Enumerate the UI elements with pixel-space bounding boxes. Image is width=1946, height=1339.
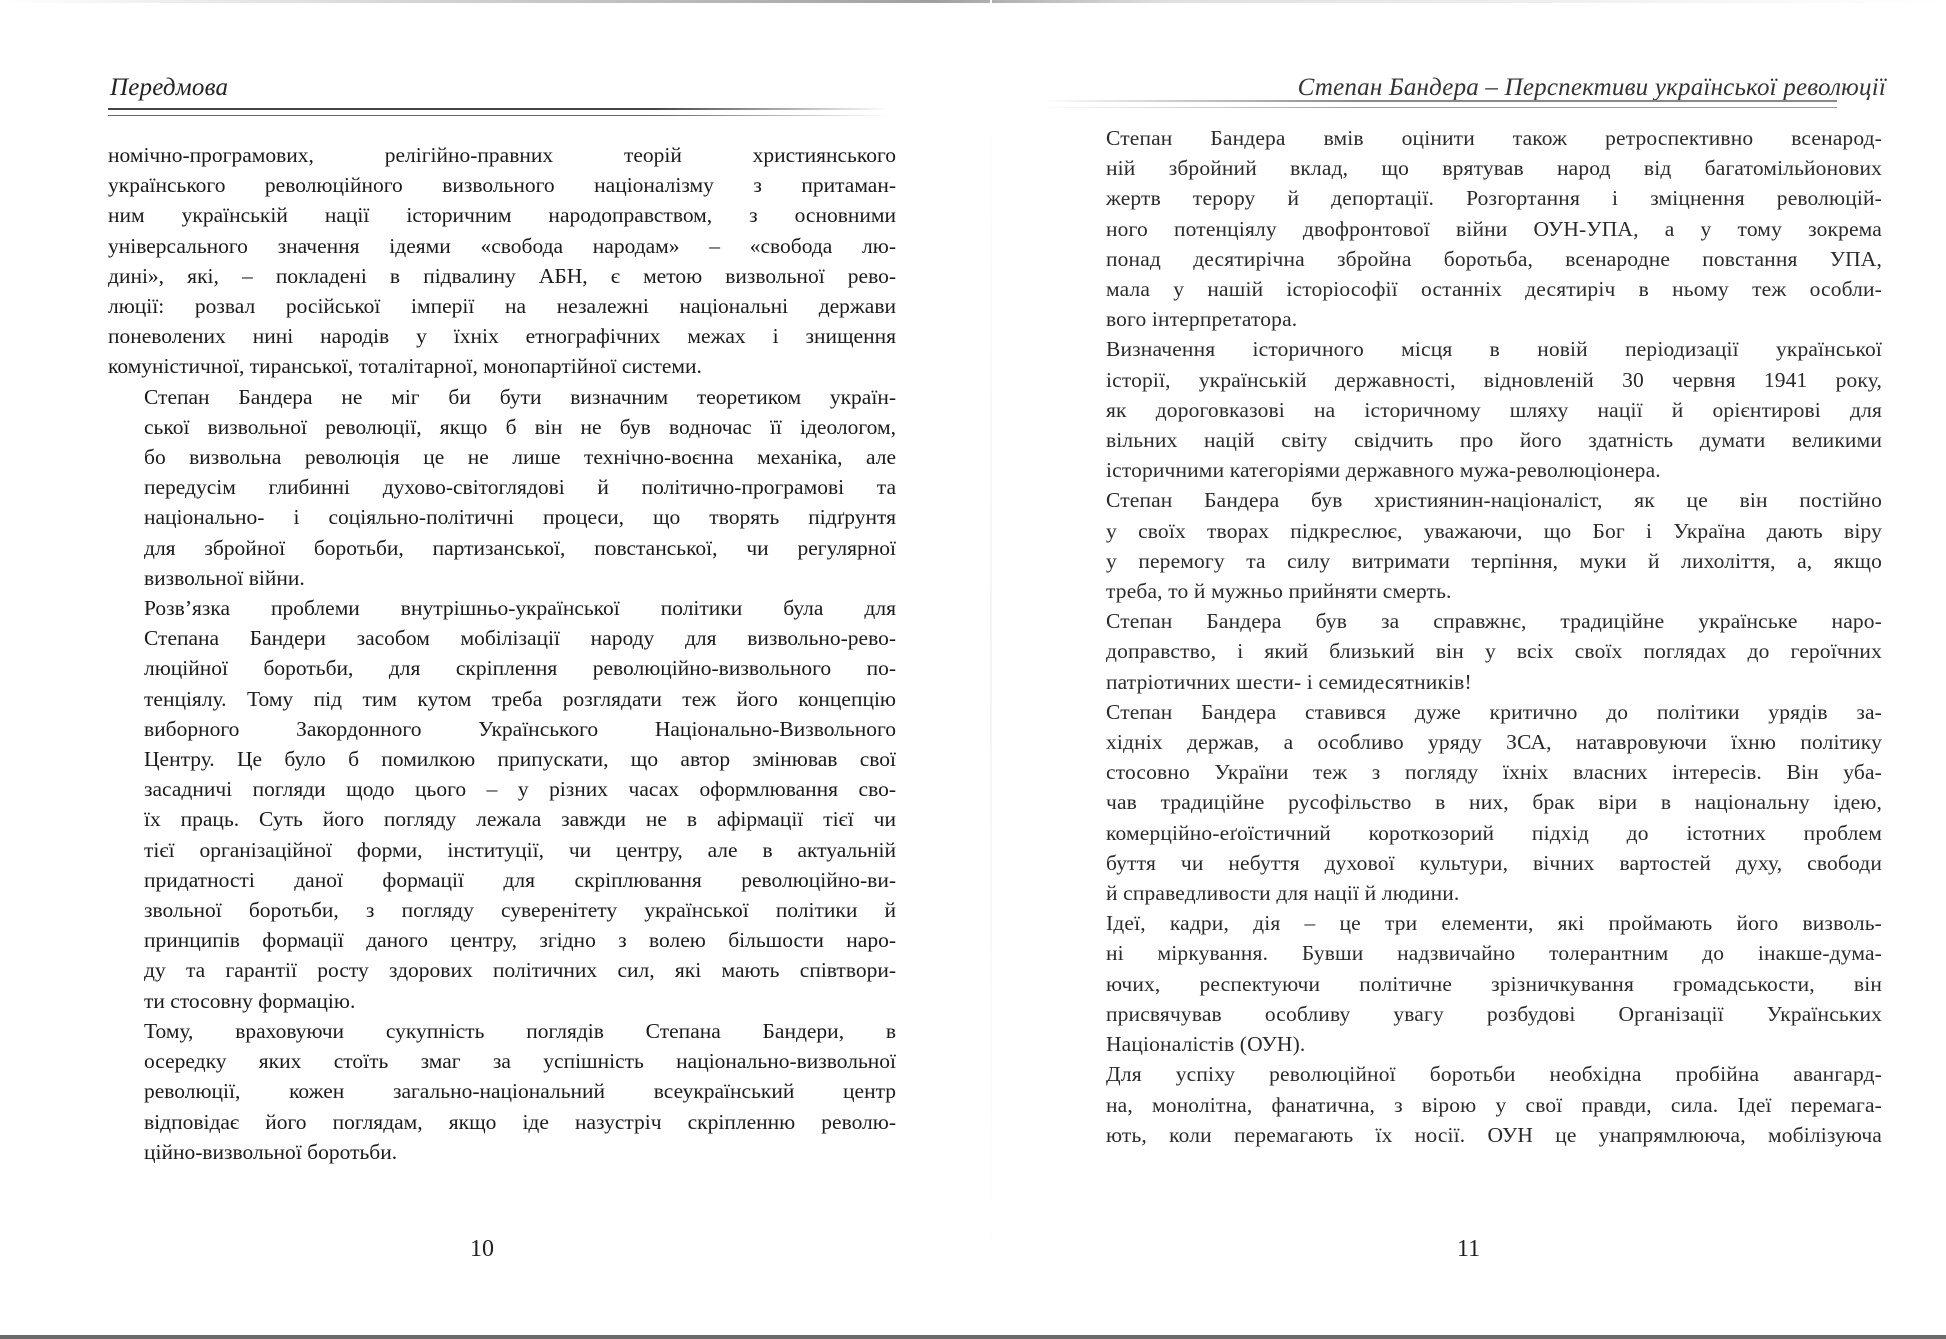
text-line: ні міркування. Бувши надзвичайно толерантним до інакше-дума- [1106, 941, 1882, 966]
text-line: люції: розвал російської імперії на незалежні національні держави [108, 294, 896, 319]
paragraph [108, 1016, 896, 1167]
text-line: Степана Бандери засобом мобілізації народу для визвольно-рево- [144, 626, 896, 651]
text-line: універсального значення ідеями «свобода народам» – «свобода лю- [108, 233, 896, 258]
body-text [108, 140, 896, 1167]
text-line: стосовно України теж з погляду їхніх власних інтересів. Він уба- [1106, 760, 1882, 785]
text-line: Степан Бандера був за справжнє, традиційне українське наро- [1106, 609, 1882, 634]
text-line: відповідає його поглядам, якщо іде назустріч скріпленню револю- [144, 1109, 896, 1134]
text-line: Степан Бандера не міг би бути визначним теоретиком україн- [144, 384, 896, 409]
text-line: дині», які, – покладені в підвалину АБН, є метою визвольної рево- [108, 263, 896, 288]
text-line: виборного Закордонного Українського Національно-Визвольного [144, 716, 896, 741]
text-line: треба, то й мужньо прийняти смерть. [1106, 579, 1452, 604]
text-line: Тому, враховуючи сукупність поглядів Степана Бандери, в [144, 1018, 896, 1043]
text-line: Розв’язка проблеми внутрішньо-української політики була для [144, 596, 896, 621]
header-rule [1042, 100, 1837, 108]
text-line: у перемогу та силу витримати терпіння, муки й лихоліття, а, якщо [1106, 548, 1882, 573]
paragraph [1070, 908, 1882, 1059]
text-line: ційно-визвольної боротьби. [144, 1139, 398, 1164]
text-line: доправство, і який близький він у всіх своїх поглядах до героїчних [1106, 639, 1882, 664]
text-line: Степан Бандера ставився дуже критично до політики урядів за- [1106, 699, 1882, 724]
text-line: жертв терору й депортації. Розгортання і зміцнення революцій- [1106, 186, 1882, 211]
page-number: 11 [1457, 1236, 1481, 1262]
text-line: передусім глибинні духово-світоглядові й політично-програмові та [144, 475, 896, 500]
running-head: Передмова [110, 74, 229, 101]
text-line: комуністичної, тиранської, тоталітарної, монопартійної системи. [108, 354, 702, 379]
text-line: історичними категоріями державного мужа-революціонера. [1106, 458, 1661, 483]
paragraph [1070, 123, 1882, 334]
text-line: історії, українській державності, відновленій 30 червня 1941 року, [1106, 367, 1882, 392]
text-line: буття чи небуття духової культури, вічних вартостей духу, свободи [1106, 850, 1882, 875]
text-line: принципів формації даного центру, згідно з волею більшости наро- [144, 928, 896, 953]
paragraph [1070, 606, 1882, 697]
scan-bottom-edge [0, 1335, 1946, 1339]
paragraph [108, 593, 896, 1016]
text-line: ним українській нації історичним народоправством, з основними [108, 203, 896, 228]
text-line: ють, коли перемагають їх носії. ОУН це унапрямлююча, мобілізуюча [1106, 1122, 1882, 1147]
text-line: мала у нашій історіософії останніх десятиріч в ньому теж особли- [1106, 277, 1882, 302]
text-line: Націоналістів (ОУН). [1106, 1032, 1306, 1057]
text-line: Степан Бандера вмів оцінити також ретроспективно всенарод- [1106, 126, 1882, 150]
text-line: звольної боротьби, з погляду суверенітету української політики й [144, 898, 896, 923]
text-line: тієї організаційної форми, інституції, чи центру, але в актуальній [144, 837, 896, 862]
text-line: Степан Бандера був християнин-націоналіст, як це він постійно [1106, 488, 1882, 513]
text-line: у своїх творах підкреслює, уважаючи, що Бог і Україна дають віру [1106, 518, 1882, 543]
paragraph [1070, 485, 1882, 606]
right-page [992, 0, 1946, 1339]
text-line: понад десятирічна збройна боротьба, всенародне повстання УПА, [1106, 246, 1882, 271]
page-number: 10 [470, 1236, 494, 1262]
text-line: поневолених нині народів у їхніх етнографічних межах і знищення [108, 324, 896, 349]
text-line: Для успіху революційної боротьби необхідна пробійна авангард- [1106, 1062, 1882, 1087]
paragraph [108, 140, 896, 382]
text-line: присвячував особливу увагу розбудові Організації Українських [1106, 1001, 1882, 1026]
text-line: Центру. Це було б помилкою припускати, що автор змінював свої [144, 747, 896, 772]
text-line: вільних націй світу свідчить про його здатність думати великими [1106, 428, 1882, 453]
text-line: ній збройний вклад, що врятував народ від багатомільйонових [1106, 156, 1882, 181]
text-line: чав традиційне русофільство в них, брак віри в національну ідею, [1106, 790, 1882, 815]
text-line: й справедливости для нації й людини. [1106, 881, 1460, 906]
text-line: як дороговказові на історичному шляху нації й орієнтирові для [1106, 397, 1882, 422]
text-line: революції, кожен загально-національний всеукраїнський центр [144, 1079, 896, 1104]
paragraph [1070, 334, 1882, 485]
text-line: осередку яких стоїть змаг за успішність національно-визвольної [144, 1049, 896, 1074]
text-line: хідніх держав, а особливо уряду ЗСА, натавровуючи їхню політику [1106, 730, 1882, 755]
text-line: тенціялу. Тому під тим кутом треба розглядати теж його концепцію [144, 686, 896, 711]
text-line: ської визвольної революції, якщо б він не був водночас її ідеологом, [144, 414, 896, 439]
text-line: ючих, респектуючи політичне зрізничкування громадськости, він [1106, 971, 1882, 996]
text-line: патріотичних шести- і семидесятників! [1106, 669, 1472, 694]
header-rule [108, 108, 888, 116]
text-line: Визначення історичного місця в новій періодизації української [1106, 337, 1882, 362]
text-line: визвольної війни. [144, 565, 305, 590]
paragraph [1070, 1059, 1882, 1150]
body-text [1070, 123, 1882, 1150]
text-line: комерційно-еґоїстичний короткозорий підхід до істотних проблем [1106, 820, 1882, 845]
text-line: ти стосовну формацію. [144, 988, 356, 1013]
text-line: засадничі погляди щодо цього – у різних часах оформлювання сво- [144, 777, 896, 802]
text-line: українського революційного визвольного націоналізму з притаман- [108, 173, 896, 198]
text-line: номічно-програмових, релігійно-правних теорій християнського [108, 143, 896, 167]
text-line: на, монолітна, фанатична, з вірою у свої правди, сила. Ідеї перемага- [1106, 1092, 1882, 1117]
text-line: їх праць. Суть його погляду лежала завжди не в афірмації тієї чи [144, 807, 896, 832]
paragraph [1070, 697, 1882, 908]
text-line: ду та гарантії росту здорових політичних сил, які мають співтвори- [144, 958, 896, 983]
text-line: Ідеї, кадри, дія – це три елементи, які проймають його визволь- [1106, 911, 1882, 936]
text-line: бо визвольна революція це не лише технічно-воєнна механіка, але [144, 445, 896, 470]
text-line: ного потенціялу двофронтової війни ОУН-УПА, а у тому зокрема [1106, 216, 1882, 241]
text-line: для збройної боротьби, партизанської, повстанської, чи регулярної [144, 535, 896, 560]
text-line: національно- і соціяльно-політичні процеси, що творять підґрунтя [144, 505, 896, 530]
running-head: Степан Бандера – Перспективи української революції [1297, 74, 1886, 101]
text-line: придатності даної формації для скріплювання революційно-ви- [144, 867, 896, 892]
text-line: люційної боротьби, для скріплення революційно-визвольного по- [144, 656, 896, 681]
paragraph [108, 382, 896, 593]
text-line: вого інтерпретатора. [1106, 307, 1298, 332]
